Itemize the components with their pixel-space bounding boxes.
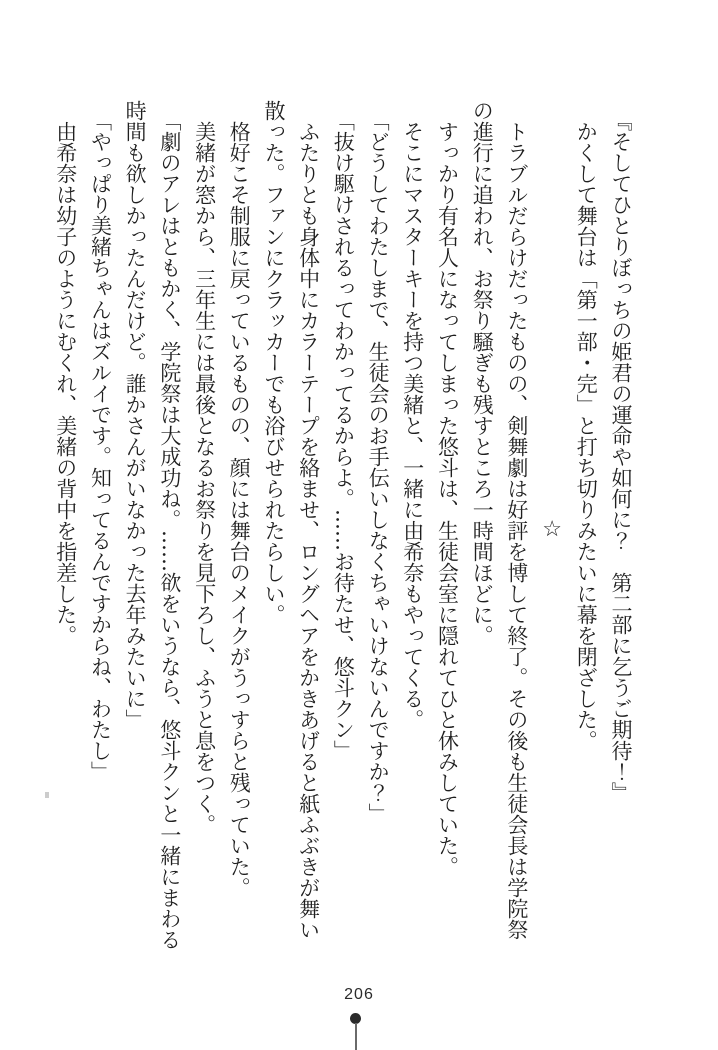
section-divider-star: ☆ xyxy=(539,516,565,542)
dialogue-line: 時間も欲しかったんだけど。誰かさんがいなかった去年みたいに」 xyxy=(123,100,148,730)
paragraph-line: トラブルだらけだったものの、剣舞劇は好評を博して終了。その後も生徒会長は学院祭 xyxy=(504,121,529,940)
vertical-text-block xyxy=(48,100,638,958)
dialogue-line: 「どうしてわたしまで、生徒会のお手伝いしなくちゃいけないんですか？」 xyxy=(366,110,391,824)
paragraph-line: の進行に追われ、お祭り騒ぎも残すところ一時間ほどに。 xyxy=(470,100,495,646)
paragraph-line: そこにマスターキーを持つ美緒と、一緒に由希奈もやってくる。 xyxy=(400,121,425,730)
page-footer xyxy=(0,986,718,1050)
page-number: 206 xyxy=(344,986,374,1003)
dialogue-line: 「抜け駆けされるってわかってるからよ。……お待たせ、悠斗クン」 xyxy=(331,110,356,761)
paragraph-line: 由希奈は幼子のようにむくれ、美緒の背中を指差した。 xyxy=(53,121,78,646)
paragraph-line: 美緒が窓から、三年生には最後となるお祭りを見下ろし、ふうと息をつく。 xyxy=(192,121,217,835)
footer-line-ornament xyxy=(355,1023,357,1050)
paragraph-line: かくして舞台は「第一部・完」と打ち切りみたいに幕を閉ざした。 xyxy=(574,121,599,751)
print-speck-artifact xyxy=(45,792,49,798)
dialogue-line: 「やっぱり美緒ちゃんはズルイです。知ってるんですからね、わたし」 xyxy=(88,110,113,782)
paragraph-line: 散った。ファンにクラッカーでも浴びせられたらしい。 xyxy=(261,100,286,625)
dialogue-line: 「劇のアレはともかく、学院祭は大成功ね。……欲をいうなら、悠斗クンと一緒にまわる xyxy=(157,110,182,950)
paragraph-line: すっかり有名人になってしまった悠斗は、生徒会室に隠れてひと休みしていた。 xyxy=(435,121,460,877)
paragraph-line: 『そしてひとりぼっちの姫君の運命や如何に？ 第二部に乞うご期待！』 xyxy=(609,110,633,803)
paragraph-line: ふたりとも身体中にカラーテープを絡ませ、ロングヘアをかきあげると紙ふぶきが舞い xyxy=(296,121,321,940)
paragraph-line: 格好こそ制服に戻っているものの、顔には舞台のメイクがうっすらと残っていた。 xyxy=(227,121,252,898)
